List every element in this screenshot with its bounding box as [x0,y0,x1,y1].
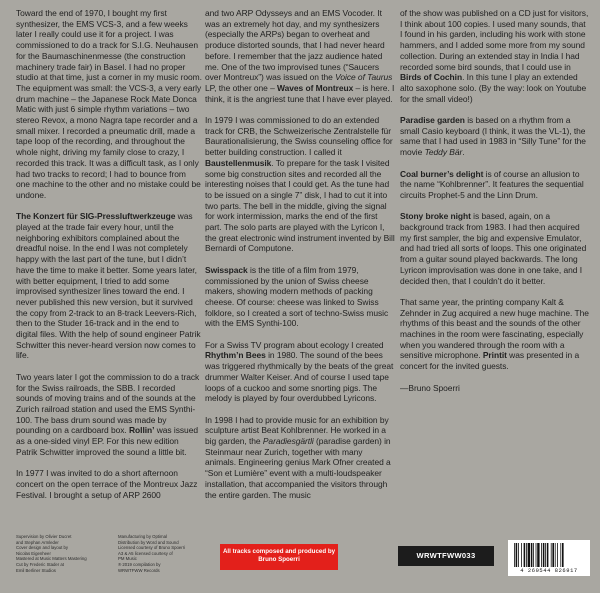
text: . To prepare for the task I visited some big construction sites and recorded all the interesting noises that I could get. As the tune had to be issued on a single 7” disk, I had to cut it into two parts. The bell in the middle, giving the signal for work intermission, marks the end of the first part. The solo parts are played with the Lyricon I, the great electronic wind instrument invented by Bill Bernardi of Computone. [205,157,395,254]
barcode-bars-icon [514,543,584,567]
paragraph [205,115,395,254]
track-title: Birds of Cochin [400,72,463,83]
paragraph [400,8,590,104]
text: of the show was published on a CD just for visitors, I think about 100 copies. I used many sounds, that I found in his garden, including his work with stone hammers, and I added some more from my sound collection. During an extended stay in India I had recorded some bird sounds, that I could use in [400,8,589,72]
paragraph [400,115,590,158]
text: is of course an allusion to the name “Kohlbrenner”. It features the sequential circuits Prophet-5 and the Linn Drum. [400,168,584,200]
track-title: Waves of Montreux [277,82,354,93]
licensing-credits: Manufacturing by Optimal Distribution by Word and Sound Licensed courtesy of Bruno Spoerri A3 & A5 licensed courtesy of PM Music ℗ 2019 compilation by WRWTFWW Records [118,534,186,573]
paragraph [400,383,590,394]
composer-name: Bruno Spoerri [258,556,300,563]
text: was played at the trade fair every hour, until the neighboring exhibitors complained about the dreadful noise. In the end I was not completely happy with the last part of the tune, but I didn’t have the time to make it better. Some years later, with better equipment, I tried to add some improvised synthesizer lines toward the end. I never published this new version, but it survived the copy from 2-track to an 8-track Leevers-Rich, then to the Studer 16-track and in the end to digital files. With the help of sound engineer Patrik Schwitter this never-heard version now comes to life. [16,211,201,361]
paragraph [16,211,202,361]
text: . In this tune I play an extended alto saxophone solo. (By the way: look on Youtube for the small video!) [400,72,587,104]
text: In 1998 I had to provide music for an exhibition by sculpture artist Beat Kohlbrenner. He worked in a big garden, the [205,414,389,447]
text: In 1979 I was commissioned to do an extended track for CRB, the Schweizerische Zentralstelle für Baurationalisierung, the Swiss counseling office for better building construction. I called it [205,115,393,158]
track-title: Rollin’ [129,425,155,436]
composer-credit-box [220,544,338,570]
text: (paradise garden) in Steinmaur near Zurich, together with many animals. Engineering genius Mark Ofner created a “Son et Lumière” event with a multi-loudspeaker installation, that accompanied the visitors through the entire garden. The music [205,436,391,500]
credits-footer [0,532,600,593]
text: LP, the other one – [205,82,278,93]
track-title: Baustellenmusik [205,157,272,168]
text: For a Swiss TV program about ecology I created [205,339,384,350]
text: and two ARP Odysseys and an EMS Vocoder. It was an extremely hot day, and my synthesizers (especially the ARPs) began to overheat and produce distorted sounds, that I had never heard before. I remember that the jazz audience hated me. One of the two improvised tunes (“Saucers over Montreux”) was issued on the [205,8,385,83]
liner-notes-column-3 [400,8,590,393]
text: is based, again, on a background track from 1983. I had then acquired my first sampler, the big and expensive Emulator, and had tried all sorts of loops. This one originated from a guitar sound played backwards. The long Lyricon improvisation was done in one take, and I decided then, that I couldn’t do it better. [400,211,587,286]
movie-title: Teddy Bär [424,147,463,158]
liner-notes-column-2 [205,8,395,500]
liner-notes-column-1 [16,8,202,500]
track-title: Rhythm’n Bees [205,350,266,361]
paragraph [400,211,590,286]
text: was presented in a concert for the invited guests. [400,350,580,372]
text: . [462,147,465,158]
text: in 1980. The sound of the bees was triggered rhythmically by the beats of the great drummer Walter Keiser. And of course I used tape loops of a cuckoo and some snorting pigs. The melody is played by four overdubbed Lyricons. [205,350,394,404]
album-title: Voice of Taurus [335,72,393,83]
track-title: Coal burner’s delight [400,168,484,179]
text: – is here. I think, it is the angriest tune that I have ever played. [205,82,395,104]
track-title: Printit [482,350,507,361]
paragraph [400,169,590,201]
text: That same year, the printing company Kalt & Zehnder in Zug acquired a new huge machine. The rhythms of this beast and the sounds of the other machines in the room were fascinating, especially when you wandered through the room with a sensitive microphone. [400,296,589,361]
paragraph [205,265,395,329]
text: is based on a rhythm from a small Casio keyboard (I think, it was the VL-1), the same that I had used in 1983 in “Silly Tune” for the movie [400,115,586,158]
paragraph [400,297,590,372]
paragraph [205,8,395,104]
paragraph: In 1977 I was invited to do a short afternoon concert on the open terrace of the Montreux Jazz Festival. I brought a setup of ARP 2600 [16,468,198,500]
paragraph [16,372,202,458]
production-credits: Supervision by Olivier Ducret and Stephan Armleder Cover design and layout by Nicolas Eigenheer Mastered at Music Matters Mastering Cut by Frederic Stader at Emil Berliner Studios [16,534,87,573]
place-name: Paradiesgärtli [262,436,314,447]
paragraph: Toward the end of 1970, I bought my first synthesizer, the EMS VCS-3, and a few weeks later I really could use it for a project. I was commissioned to do a track for S.I.G. Neuhausen for the Baumaschinenmesse (the construction machinery trade fair) in Basel. I had no proper studio at that time, just a corner in my music room. The equipment was small: the VCS-3, a very early drum machine – the Japanese Rock Mate Donca Matic with just 6 simple rhythm variations – two stereo Revox, a mono Nagra tape recorder and a small mixer. I recorded a pneumatic drill, made a tape loop of the recording, and throughout the whole night, driving my family close to crazy, I recorded this track. It was a difficult task, as I only had two tracks to record; I had to bounce from one machine to the other and no mistake could be undone. [16,8,202,200]
barcode [508,540,590,576]
track-title: The Konzert für SIG-Pressluftwerkzeuge [16,211,176,222]
track-title: Stony broke night [400,211,471,222]
paragraph [205,415,395,501]
composer-credit-line: All tracks composed and produced by [222,548,336,555]
track-title: Swisspack [205,264,248,275]
signature: —Bruno Spoerri [400,382,460,393]
paragraph [205,340,395,404]
catalog-number: WRWTFWW033 [398,546,494,566]
text: is the title of a film from 1979, commissioned by the union of Swiss cheese makers, showing modern methods of packing cheese. Of course: cheese was linked to Swiss folklore, so I created a sort of techno-Swiss music with the EMS Synthi-100. [205,264,389,329]
text: was issued as a one-sided vinyl EP. For this new edition Patrik Schwitter improved the sound a little bit. [16,425,198,457]
barcode-digits: 4 260544 826917 [520,568,578,574]
text: Two years later I got the commission to do a track for the Swiss railroads, the SBB. I recorded sounds of moving trains and of the sounds at the Zurich railroad station and used the EMS Synthi-100. The bass drum sound was made by pounding on a cardboard box. [16,371,200,436]
track-title: Paradise garden [400,115,465,126]
